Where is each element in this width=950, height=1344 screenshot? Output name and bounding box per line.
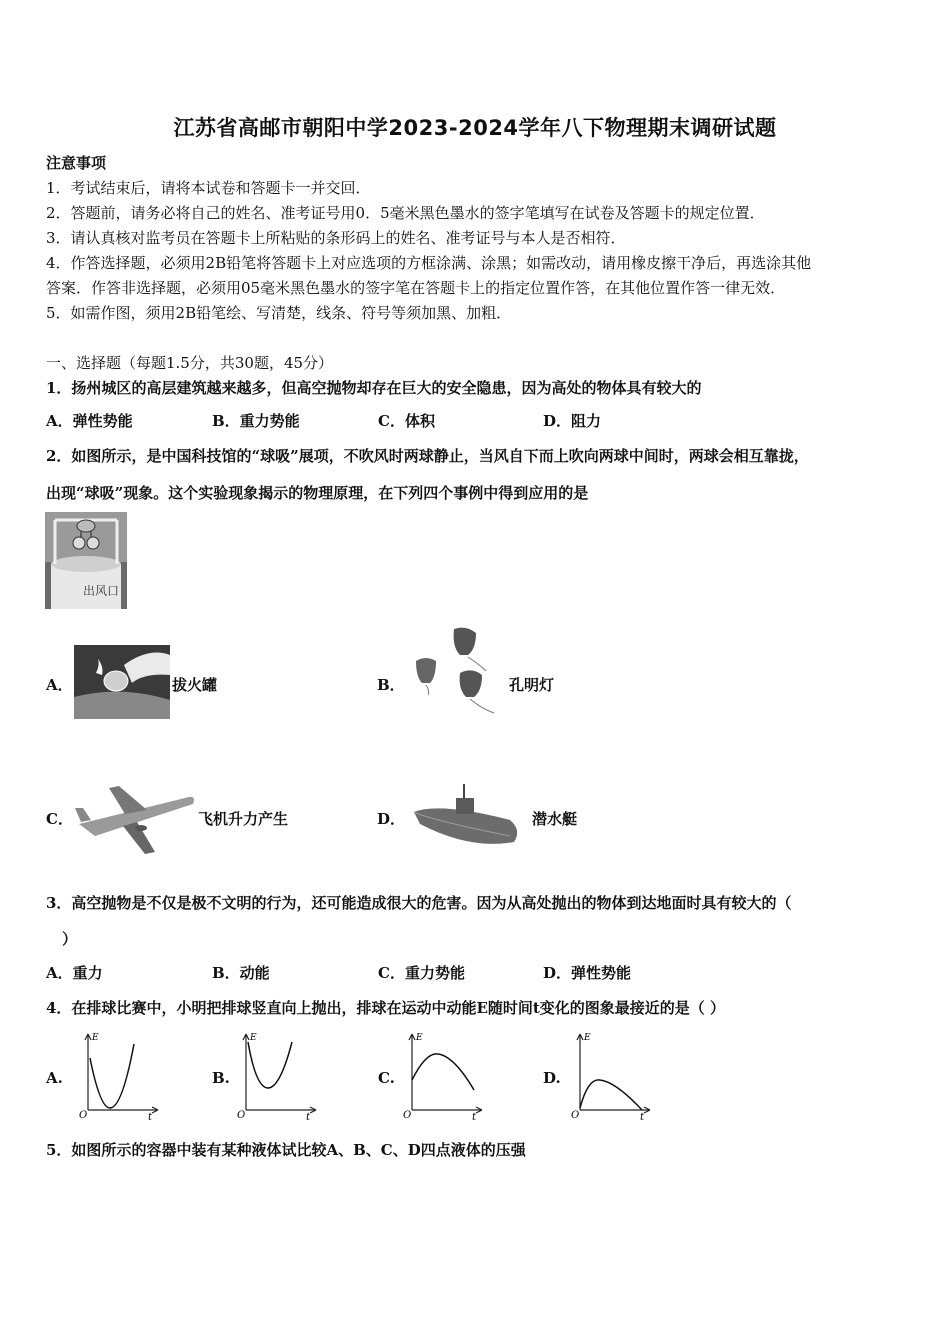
q3-option-b: B．动能 [212, 964, 270, 982]
question-3-stem-cont: ） [62, 930, 78, 948]
q4-option-b: B. [212, 1069, 230, 1087]
q2-option-c-text: 飞机升力产生 [198, 810, 289, 828]
notice-item: 3．请认真核对监考员在答题卡上所粘贴的条形码上的姓名、准考证号与本人是否相符． [46, 229, 626, 247]
axis-e-label: E [584, 1033, 591, 1043]
q4-option-c: C. [378, 1069, 395, 1087]
q2-option-b-letter: B． [377, 676, 405, 694]
question-2-stem: 2．如图所示，是中国科技馆的“球吸”展项，不吹风时两球静止，当风自下而上吹向两球中间时，两球会相互靠拢， [46, 447, 809, 465]
q1-option-a: A．弹性势能 [46, 412, 133, 430]
q4-graph-a [78, 1028, 164, 1120]
q2-option-a-letter: A． [46, 676, 73, 694]
q2-option-d-letter: D． [377, 810, 406, 828]
q4-graph-d [570, 1028, 656, 1120]
notice-item: 2．答题前，请务必将自己的姓名、准考证号用0．5毫米黑色墨水的签字笔填写在试卷及答题卡的规定位置． [46, 204, 765, 222]
kongming-lantern-illustration [410, 625, 500, 720]
submarine-illustration [410, 780, 522, 858]
notice-heading: 注意事项 [46, 154, 107, 172]
q3-option-c: C．重力势能 [378, 964, 465, 982]
axis-e-label: E [92, 1033, 99, 1043]
q4-graph-b [236, 1028, 322, 1120]
page-title: 江苏省高邮市朝阳中学2023-2024学年八下物理期末调研试题 [173, 116, 777, 140]
q2-option-d-text: 潜水艇 [532, 810, 578, 828]
cupping-illustration [74, 645, 170, 719]
q2-option-a-text: 拔火罐 [172, 676, 218, 694]
section-heading: 一、选择题（每题1.5分，共30题，45分） [46, 354, 334, 372]
notice-item: 5．如需作图，须用2B铅笔绘、写清楚，线条、符号等须加黑、加粗． [46, 304, 512, 322]
question-2-stem-cont: 出现“球吸”现象。这个实验现象揭示的物理原理，在下列四个事例中得到应用的是 [46, 484, 589, 502]
question-4-stem: 4．在排球比赛中，小明把排球竖直向上抛出，排球在运动中动能E随时间t变化的图象最接近的是（ ） [46, 999, 726, 1017]
axis-t-label: t [472, 1112, 477, 1120]
question-1-stem: 1．扬州城区的高层建筑越来越多，但高空抛物却存在巨大的安全隐患，因为高处的物体具有较大的 [46, 379, 702, 397]
origin-label: O [237, 1110, 246, 1120]
notice-item: 1．考试结束后，请将本试卷和答题卡一并交回． [46, 179, 371, 197]
q1-option-c: C．体积 [378, 412, 435, 430]
q4-option-d: D. [543, 1069, 561, 1087]
question-3-stem: 3．高空抛物是不仅是极不文明的行为，还可能造成很大的危害。因为从高处抛出的物体到达地面时具有较大的（ [46, 894, 792, 912]
axis-t-label: t [306, 1112, 311, 1120]
axis-t-label: t [640, 1112, 645, 1120]
airplane-illustration [75, 780, 197, 860]
origin-label: O [79, 1110, 88, 1120]
q2-option-c-letter: C． [46, 810, 73, 828]
notice-item: 4．作答选择题，必须用2B铅笔将答题卡上对应选项的方框涂满、涂黑；如需改动，请用橡皮擦干净后，再选涂其他 [46, 254, 812, 272]
airplane-icon [75, 780, 197, 860]
axis-t-label: t [148, 1112, 153, 1120]
q1-option-b: B．重力势能 [212, 412, 300, 430]
notice-item: 答案．作答非选择题，必须用05毫米黑色墨水的签字笔在答题卡上的指定位置作答，在其他位置作答一律无效． [46, 279, 786, 297]
origin-label: O [403, 1110, 412, 1120]
q4-option-a: A. [46, 1069, 63, 1087]
q1-option-d: D．阻力 [543, 412, 602, 430]
q2-option-b-text: 孔明灯 [509, 676, 555, 694]
axis-e-label: E [416, 1033, 423, 1043]
submarine-icon [410, 780, 522, 858]
q3-option-a: A．重力 [46, 964, 103, 982]
cupping-photo [74, 645, 170, 719]
air-outlet-label: 出风口 [83, 584, 120, 598]
axis-e-label: E [250, 1033, 257, 1043]
q4-graph-c [402, 1028, 488, 1120]
origin-label: O [571, 1110, 580, 1120]
lanterns-icon [410, 625, 500, 720]
question-5-stem: 5．如图所示的容器中装有某种液体试比较A、B、C、D四点液体的压强 [46, 1141, 526, 1159]
q3-option-d: D．弹性势能 [543, 964, 632, 982]
ball-suction-photo [45, 512, 127, 609]
